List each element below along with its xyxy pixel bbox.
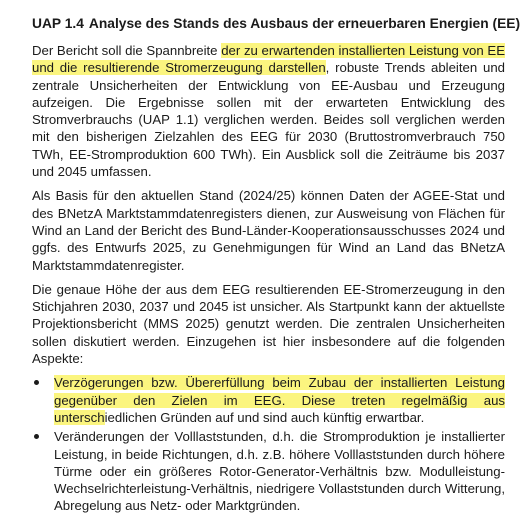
paragraph-scope-intro: Der Bericht soll die Spannbreite bbox=[32, 43, 222, 58]
list-item-text: iedlichen Gründen auf und sind auch künftig erwartbar. bbox=[104, 409, 425, 425]
paragraph-data-basis: Als Basis für den aktuellen Stand (2024/25) können Daten der AGEE-Stat und des BNetzA Marktstammdatenregisters dienen, zur Ausweisung von Flächen für Wind an Land der Bericht des Bund-Länder-Kooperationsausschusses 2024 und ggfs. des Entwurfs 2025, zu Genehmigungen für Wind an Land das BNetzA Marktstammdatenregister. bbox=[32, 188, 505, 273]
list-item bbox=[32, 428, 505, 514]
paragraph-scope-rest: , robuste Trends ableiten und zentrale Unsicherheiten der Entwicklung von EE-Ausbau und Erzeugung aufzeigen. Die Ergebnisse sollen mit der erwarteten Entwicklung des Stromverbrauchs (UAP 1.1) verglichen werden. Beides soll verglichen werden mit den bisherigen Zielzahlen des EEG für 2030 (Bruttostromverbrauch 750 TWh, EE-Stromproduktion 600 TWh). Ein Ausblick soll die Zeiträume bis 2037 und 2045 umfassen. bbox=[32, 60, 505, 180]
aspect-list bbox=[32, 374, 505, 514]
bullet-icon bbox=[34, 380, 39, 385]
list-item-text: Veränderungen der Volllaststunden, d.h. die Stromproduktion je installierter Leistung, in beide Richtungen, d.h. z.B. höhere Volllaststunden durch höhere Türme oder ein größeres Rotor-Generator-Verhältnis bzw. Modulleistung-Wechselrichterleistung-Verhältnis, niedrigere Vollaststunden durch Witterung, Abregelung aus Netz- oder Marktgründen. bbox=[54, 429, 505, 514]
paragraph-scope bbox=[32, 42, 505, 180]
bullet-icon bbox=[34, 434, 39, 439]
section-number: UAP 1.4 bbox=[32, 16, 84, 31]
section-heading bbox=[32, 15, 521, 33]
section-title: Analyse des Stands des Ausbaus der erneuerbaren Energien (EE) bbox=[88, 16, 521, 31]
list-item bbox=[32, 374, 505, 426]
paragraph-uncertainty: Die genaue Höhe der aus dem EEG resultierenden EE-Stromerzeugung in den Stichjahren 2030, 2037 und 2045 ist unsicher. Als Startpunkt kann der aktuellste Projektionsbericht (MMS 2025) genutzt werden. Die zentralen Unsicherheiten sollen diskutiert werden. Einzugehen ist hier insbesondere auf die folgenden Aspekte: bbox=[32, 281, 505, 367]
highlighted-text: der zu erwartenden installierten Leistung von EE und die resultierende Stromerzeugung darstellen bbox=[32, 43, 505, 76]
highlighted-text: Verzögerungen bzw. Übererfüllung beim Zubau der installierten Leistung gegenüber den Zielen im EEG. Diese treten regelmäßig aus untersch bbox=[54, 375, 505, 425]
